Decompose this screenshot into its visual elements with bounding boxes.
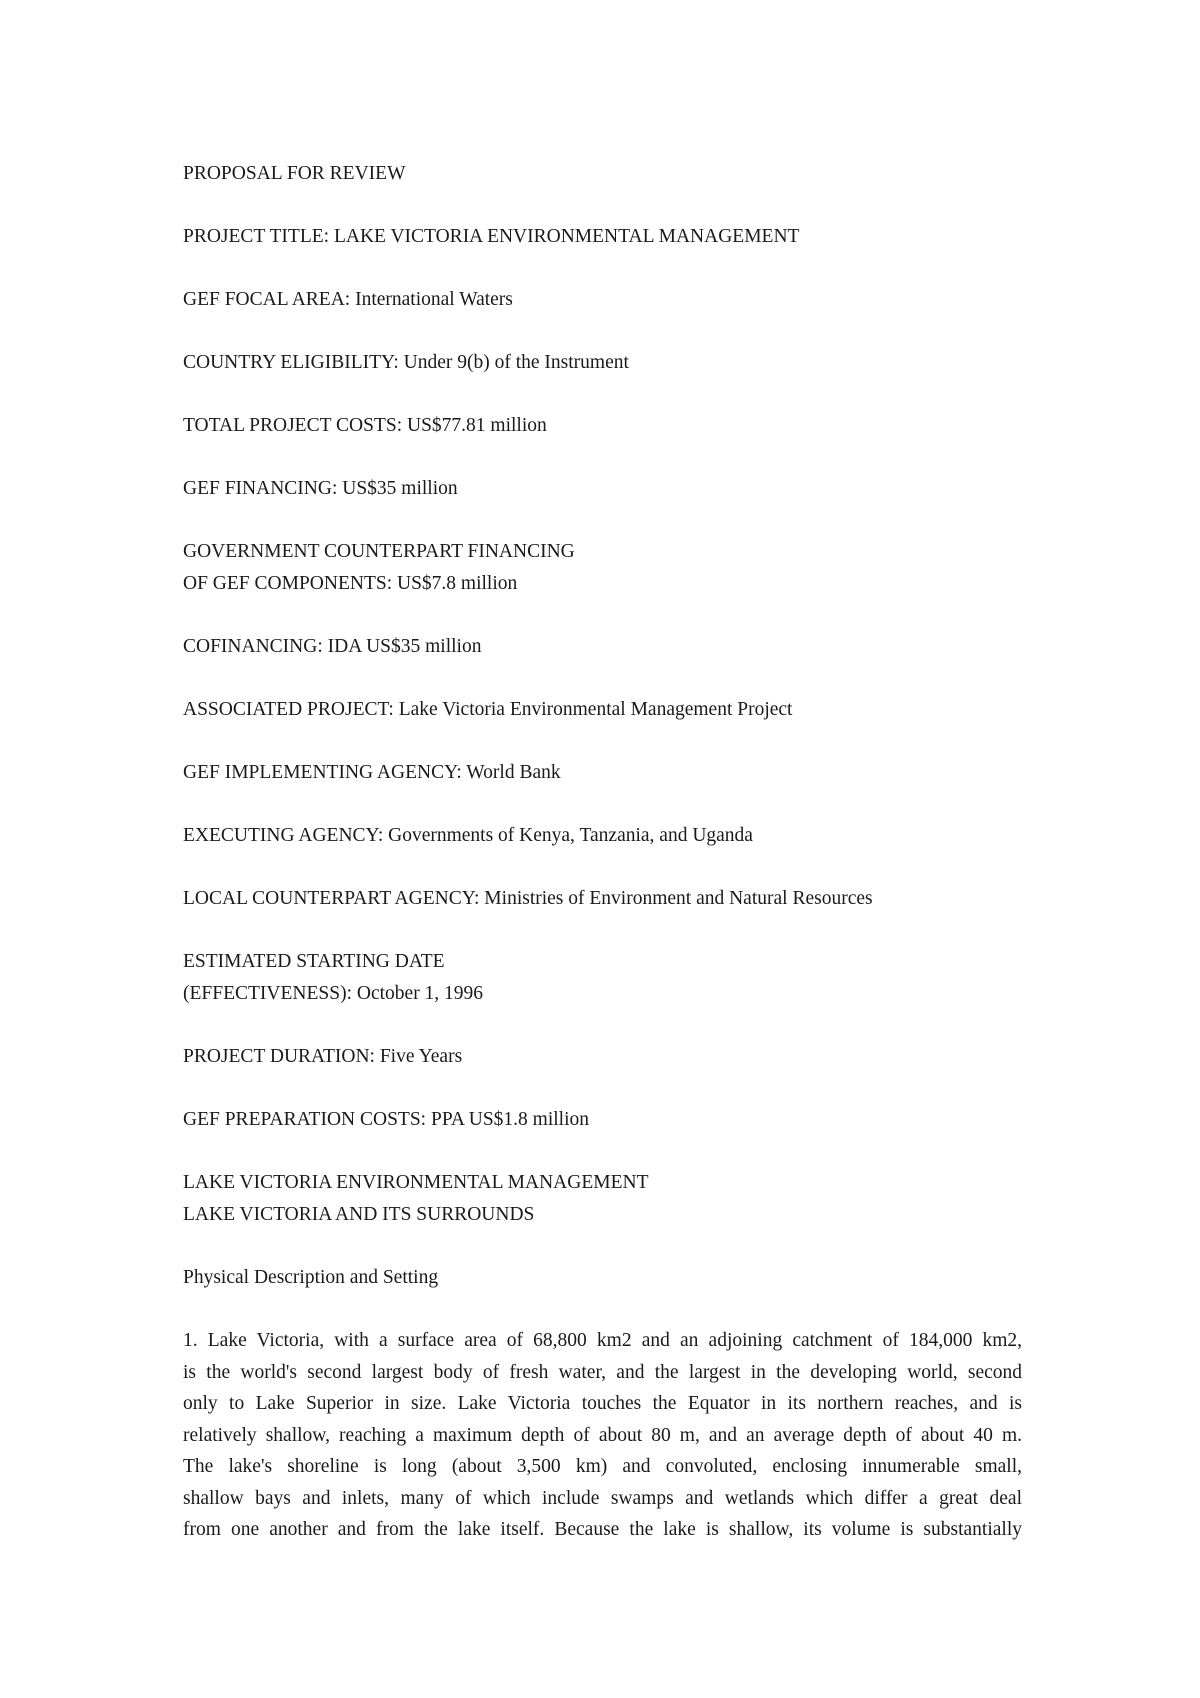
- paragraph-line: The lake's shoreline is long (about 3,500 km) and convoluted, enclosing innumerable small,: [183, 1456, 1022, 1477]
- subsection-title: [183, 1262, 1022, 1294]
- project-field: [183, 757, 1022, 789]
- section-title-line: LAKE VICTORIA ENVIRONMENTAL MANAGEMENT: [183, 1172, 649, 1193]
- field-line: (EFFECTIVENESS): October 1, 1996: [183, 983, 484, 1004]
- project-field: [183, 883, 1022, 915]
- field-line: PROJECT TITLE: LAKE VICTORIA ENVIRONMENTAL MANAGEMENT: [183, 226, 800, 247]
- document-body: [183, 158, 1022, 1546]
- project-field: [183, 1104, 1022, 1136]
- project-field: [183, 410, 1022, 442]
- paragraph-line: from one another and from the lake itself. Because the lake is shallow, its volume is substantially: [183, 1519, 1022, 1540]
- project-field: [183, 631, 1022, 663]
- field-line: LOCAL COUNTERPART AGENCY: Ministries of Environment and Natural Resources: [183, 888, 873, 909]
- project-fields: [183, 221, 1022, 1136]
- body-paragraph: [183, 1325, 1022, 1546]
- project-field: [183, 820, 1022, 852]
- field-line: GEF PREPARATION COSTS: PPA US$1.8 million: [183, 1109, 590, 1130]
- field-line: EXECUTING AGENCY: Governments of Kenya, Tanzania, and Uganda: [183, 825, 753, 846]
- paragraph-line: relatively shallow, reaching a maximum depth of about 80 m, and an average depth of about 40 m.: [183, 1424, 1022, 1446]
- field-line: COFINANCING: IDA US$35 million: [183, 636, 482, 657]
- field-line: GEF IMPLEMENTING AGENCY: World Bank: [183, 762, 561, 783]
- field-line: GEF FINANCING: US$35 million: [183, 478, 458, 499]
- project-field: [183, 1041, 1022, 1073]
- project-field: [183, 473, 1022, 505]
- paragraph-line: only to Lake Superior in size. Lake Victoria touches the Equator in its northern reaches, and is: [183, 1393, 1022, 1414]
- project-field: [183, 946, 1022, 1010]
- project-field: [183, 347, 1022, 379]
- paragraph-line: 1. Lake Victoria, with a surface area of 68,800 km2 and an adjoining catchment of 184,000 km2,: [183, 1330, 1022, 1351]
- field-line: GEF FOCAL AREA: International Waters: [183, 289, 513, 310]
- field-line: PROJECT DURATION: Five Years: [183, 1046, 463, 1067]
- field-line: GOVERNMENT COUNTERPART FINANCING: [183, 541, 575, 562]
- project-field: [183, 284, 1022, 316]
- section-title: [183, 1167, 1022, 1231]
- document-heading: [183, 158, 1022, 190]
- field-line: TOTAL PROJECT COSTS: US$77.81 million: [183, 415, 547, 436]
- subsection-title-text: Physical Description and Setting: [183, 1267, 439, 1288]
- paragraph-line: is the world's second largest body of fresh water, and the largest in the developing world, second: [183, 1361, 1022, 1383]
- paragraph-line: shallow bays and inlets, many of which include swamps and wetlands which differ a great deal: [183, 1487, 1022, 1509]
- section-title-line: LAKE VICTORIA AND ITS SURROUNDS: [183, 1204, 535, 1225]
- field-line: OF GEF COMPONENTS: US$7.8 million: [183, 573, 518, 594]
- project-field: [183, 221, 1022, 253]
- field-line: ASSOCIATED PROJECT: Lake Victoria Environmental Management Project: [183, 699, 793, 720]
- project-field: [183, 694, 1022, 726]
- field-line: ESTIMATED STARTING DATE: [183, 951, 445, 972]
- project-field: [183, 536, 1022, 600]
- heading-text: PROPOSAL FOR REVIEW: [183, 163, 406, 184]
- field-line: COUNTRY ELIGIBILITY: Under 9(b) of the Instrument: [183, 352, 629, 373]
